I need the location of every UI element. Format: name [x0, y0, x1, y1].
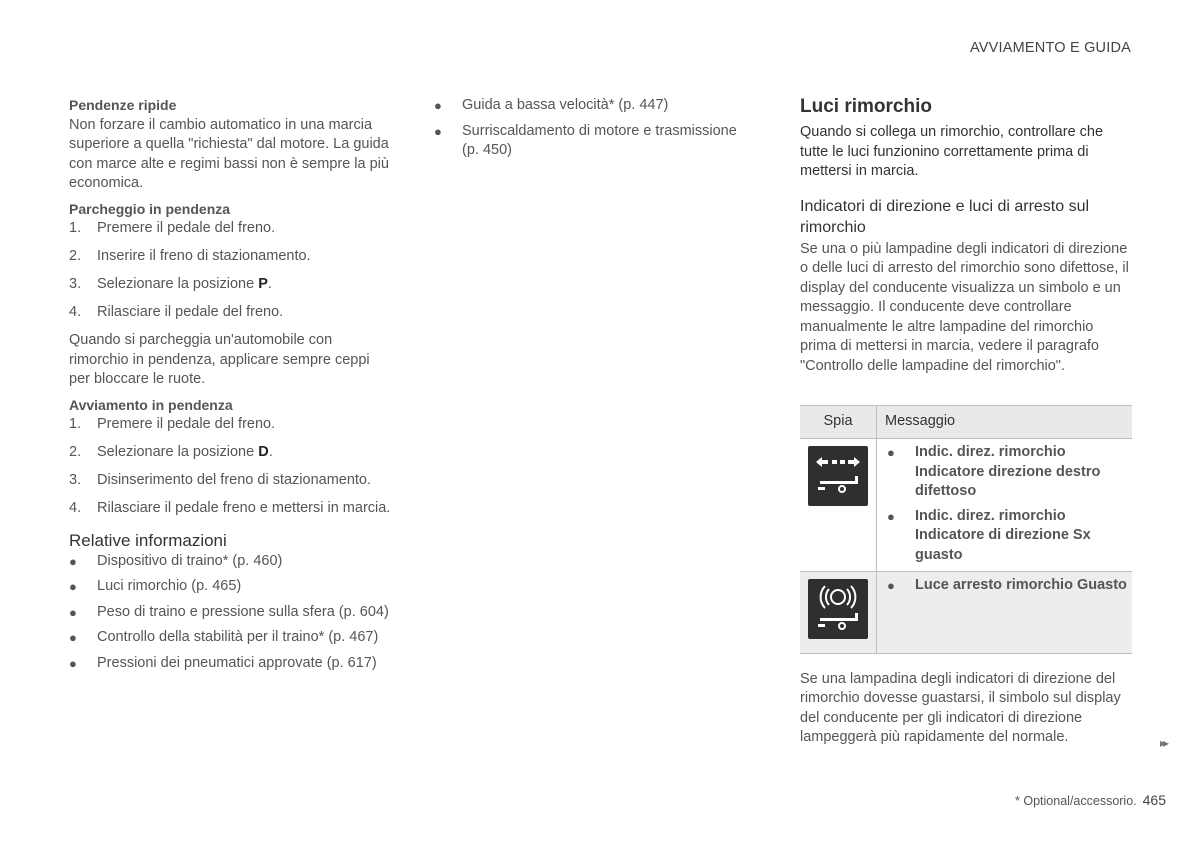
step-text: Premere il pedale del freno.	[97, 220, 276, 236]
step-text: Disinserimento del freno di stazionamento.	[97, 472, 372, 488]
paragraph-steep: Non forzare il cambio automatico in una marcia superiore a quella "richiesta" dal motore. La guida con marce alte e regimi bassi non è sempre la più economica.	[69, 116, 389, 191]
start-steps-list	[69, 415, 391, 519]
subheading-start: Avviamento in pendenza	[69, 396, 233, 413]
gear-position: D	[258, 444, 269, 460]
step-text: Premere il pedale del freno.	[97, 416, 276, 432]
related-link[interactable]	[69, 654, 391, 674]
trailer-turn-signal-icon	[808, 446, 868, 506]
paragraph-intro: Quando si collega un rimorchio, controllare che tutte le luci funzionino correttamente prima di mettersi in marcia.	[800, 124, 1104, 179]
link-text: Surriscaldamento di motore e trasmissione (p. 450)	[462, 122, 737, 158]
step-text: Selezionare la posizione	[97, 444, 259, 460]
page-footer	[1015, 792, 1166, 808]
related-link[interactable]	[434, 96, 754, 116]
paragraph-after-table: Se una lampadina degli indicatori di direzione del rimorchio dovesse guastarsi, il simbolo sul display del conducente per gli indicatori di direzione lampeggerà più rapidamente del normale.	[800, 670, 1121, 745]
step-text: Rilasciare il pedale del freno.	[97, 304, 284, 320]
list-item	[69, 275, 391, 295]
list-item	[887, 507, 1132, 566]
list-item	[69, 247, 391, 267]
bullet-icon: ●	[69, 579, 77, 594]
list-item	[69, 443, 391, 463]
step-number: 1.	[69, 220, 82, 236]
step-number: 2.	[69, 444, 82, 460]
column-middle	[434, 96, 754, 167]
bullet-icon: ●	[69, 604, 77, 620]
list-item	[69, 303, 391, 323]
list-item	[69, 415, 391, 435]
bullet-icon: ●	[69, 655, 77, 671]
gear-position: P	[258, 276, 268, 292]
step-number: 4.	[69, 304, 82, 320]
link-text: Dispositivo di traino* (p. 460)	[97, 552, 283, 569]
column-header-messaggio: Messaggio	[877, 406, 1133, 439]
step-text: Inserire il freno di stazionamento.	[97, 248, 311, 264]
step-text: Selezionare la posizione	[97, 276, 259, 292]
step-number: 3.	[69, 276, 82, 292]
link-text: Controllo della stabilità per il traino* (p. 467)	[97, 629, 379, 645]
step-number: 3.	[69, 472, 82, 488]
step-number: 1.	[69, 416, 82, 432]
subheading-steep: Pendenze ripide	[69, 97, 177, 113]
related-link[interactable]	[69, 603, 391, 623]
paragraph-subsection: Se una o più lampadine degli indicatori di direzione o delle luci di arresto del rimorchio sono difettose, il display del conducente visualizza un simbolo e un messaggio. Il conducente deve controllare manualmente le altre lampadine del rimorchio prima di mettersi in marcia, vedere il paragrafo "Controllo delle lampadine del rimorchio".	[800, 240, 1129, 374]
table-header-row	[800, 406, 1132, 439]
bullet-icon: ●	[69, 630, 77, 645]
page-number: 465	[1142, 792, 1166, 808]
table-row	[800, 572, 1132, 654]
message-text: Indic. direz. rimorchio Indicatore direzione destro difettoso	[915, 444, 1101, 499]
bullet-icon: ●	[434, 98, 442, 113]
step-punct: .	[267, 276, 272, 292]
related-link[interactable]	[69, 628, 391, 648]
section-header: AVVIAMENTO E GUIDA	[970, 40, 1131, 56]
message-list	[887, 443, 1132, 565]
link-text: Peso di traino e pressione sulla sfera (p. 604)	[97, 603, 389, 620]
link-text: Guida a bassa velocità* (p. 447)	[462, 97, 669, 113]
message-text: Indic. direz. rimorchio Indicatore di direzione Sx guasto	[915, 507, 1091, 563]
bullet-icon: ●	[69, 553, 77, 569]
message-list	[887, 576, 1132, 596]
column-left	[69, 96, 391, 679]
related-heading: Relative informazioni	[69, 530, 227, 550]
link-text: Luci rimorchio (p. 465)	[97, 578, 242, 594]
list-item	[887, 576, 1132, 596]
step-number: 4.	[69, 500, 82, 516]
trailer-brake-light-icon	[808, 579, 868, 639]
bullet-icon: ●	[887, 445, 895, 460]
related-list-continued	[434, 96, 754, 161]
subheading-parking: Parcheggio in pendenza	[69, 200, 231, 217]
list-item	[69, 499, 391, 519]
bullet-icon: ●	[887, 508, 895, 524]
bullet-icon: ●	[887, 578, 895, 593]
footnote: * Optional/accessorio.	[1015, 794, 1137, 808]
icon-cell	[800, 572, 877, 654]
list-item	[69, 471, 391, 491]
table-row	[800, 439, 1132, 572]
column-header-spia: Spia	[800, 406, 877, 439]
message-cell	[877, 439, 1133, 572]
paragraph-parking-note: Quando si parcheggia un'automobile con rimorchio in pendenza, applicare sempre ceppi per bloccare le ruote.	[69, 332, 370, 387]
message-text: Luce arresto rimorchio Guasto	[915, 577, 1127, 593]
list-item	[887, 443, 1132, 502]
related-link[interactable]	[69, 552, 391, 572]
step-text: Rilasciare il pedale freno e mettersi in marcia.	[97, 500, 391, 516]
indicator-table	[800, 405, 1132, 654]
parking-steps-list	[69, 219, 391, 323]
link-text: Pressioni dei pneumatici approvate (p. 617)	[97, 654, 377, 671]
page-title: Luci rimorchio	[800, 96, 932, 117]
icon-cell	[800, 439, 877, 572]
related-list	[69, 552, 391, 674]
step-punct: .	[268, 444, 273, 460]
step-number: 2.	[69, 248, 82, 264]
message-cell	[877, 572, 1133, 654]
subsection-heading: Indicatori di direzione e luci di arresto sul rimorchio	[800, 197, 1090, 236]
column-right	[800, 96, 1132, 748]
related-link[interactable]	[434, 122, 754, 161]
bullet-icon: ●	[434, 123, 442, 139]
related-link[interactable]	[69, 577, 391, 597]
list-item	[69, 219, 391, 239]
continue-arrows-icon: ▸▸	[1159, 736, 1166, 750]
